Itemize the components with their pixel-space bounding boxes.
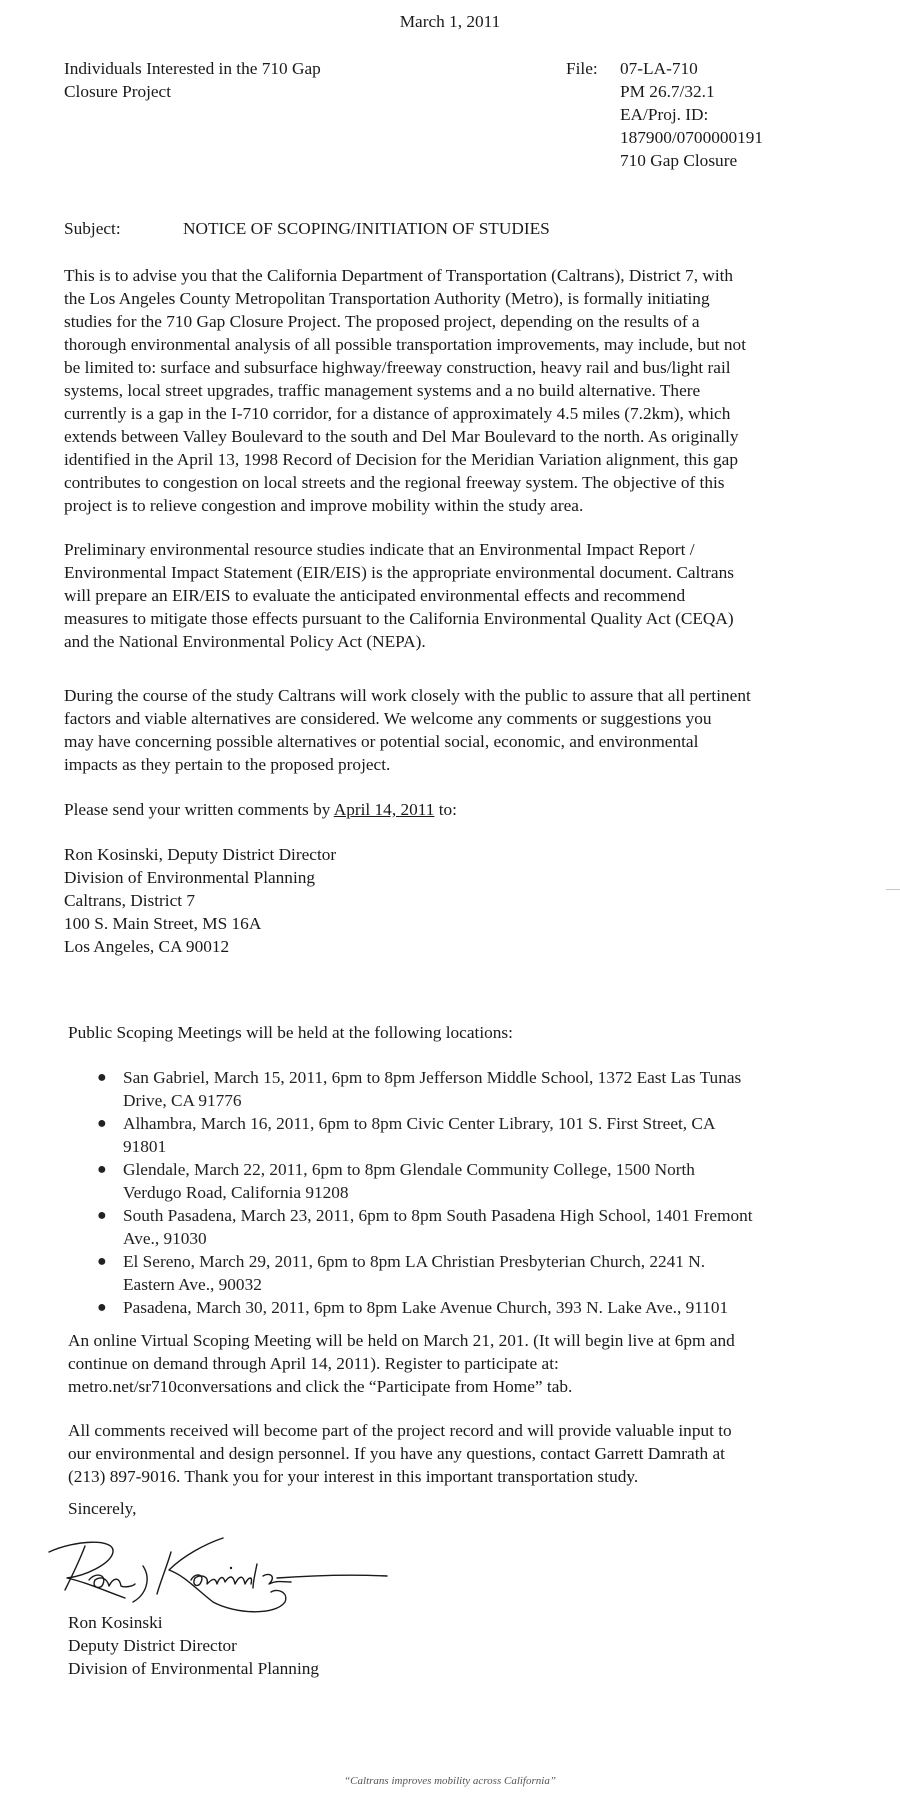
paragraph-virtual-meeting: [68, 1329, 868, 1398]
meeting-line: San Gabriel, March 15, 2011, 6pm to 8pm Jefferson Middle School, 1372 East Las Tunas: [123, 1068, 742, 1087]
recipient-block: [64, 57, 404, 103]
signer-name: Ron Kosinski: [68, 1613, 163, 1632]
text-line: identified in the April 13, 1998 Record of Decision for the Meridian Variation alignment, this gap: [64, 450, 738, 469]
letter-date: March 1, 2011: [399, 12, 501, 31]
text-line: factors and viable alternatives are considered. We welcome any comments or suggestions you: [64, 709, 712, 728]
deadline-suffix: to:: [434, 800, 457, 819]
file-reference-block: [620, 57, 763, 172]
bullet-icon: ●: [97, 1207, 107, 1224]
text-line: Preliminary environmental resource studies indicate that an Environmental Impact Report /: [64, 540, 695, 559]
meeting-line: Alhambra, March 16, 2011, 6pm to 8pm Civic Center Library, 101 S. First Street, CA: [123, 1114, 716, 1133]
project-name: 710 Gap Closure: [620, 151, 738, 170]
address-line: Los Angeles, CA 90012: [64, 937, 230, 956]
text-line: currently is a gap in the I-710 corridor, for a distance of approximately 4.5 miles (7.2km), which: [64, 404, 731, 423]
text-line: thorough environmental analysis of all possible transportation improvements, may include, but not: [64, 335, 747, 354]
text-line: our environmental and design personnel. If you have any questions, contact Garrett Damrath at: [68, 1444, 725, 1463]
file-label: File:: [566, 59, 598, 78]
text-line: will prepare an EIR/EIS to evaluate the anticipated environmental effects and recommend: [64, 586, 686, 605]
bullet-icon: ●: [97, 1069, 107, 1086]
list-item: [68, 1250, 753, 1296]
text-line: An online Virtual Scoping Meeting will be held on March 21, 201. (It will begin live at 6pm and: [68, 1331, 735, 1350]
text-line: metro.net/sr710conversations and click the “Participate from Home” tab.: [68, 1377, 573, 1396]
project-id: 187900/0700000191: [620, 128, 764, 147]
address-line: Ron Kosinski, Deputy District Director: [64, 845, 337, 864]
meeting-line: South Pasadena, March 23, 2011, 6pm to 8pm South Pasadena High School, 1401 Fremont: [123, 1206, 753, 1225]
text-line: be limited to: surface and subsurface highway/freeway construction, heavy rail and bus/light rail: [64, 358, 731, 377]
text-line: Environmental Impact Statement (EIR/EIS) is the appropriate environmental document. Caltrans: [64, 563, 734, 582]
file-number: 07-LA-710: [620, 59, 698, 78]
signature-dot: [230, 1567, 232, 1569]
subject-label: Subject:: [64, 219, 121, 238]
text-line: (213) 897-9016. Thank you for your interest in this important transportation study.: [68, 1467, 639, 1486]
text-line: may have concerning possible alternatives or potential social, economic, and environmental: [64, 732, 699, 751]
address-line: 100 S. Main Street, MS 16A: [64, 914, 262, 933]
text-line: and the National Environmental Policy Act (NEPA).: [64, 632, 426, 651]
signer-title: Deputy District Director: [68, 1636, 237, 1655]
meeting-line: Ave., 91030: [123, 1229, 207, 1248]
footer-motto: “Caltrans improves mobility across California”: [344, 1775, 556, 1787]
text-line: All comments received will become part of the project record and will provide valuable input to: [68, 1421, 732, 1440]
paragraph-environmental-studies: [64, 538, 864, 653]
address-line: Caltrans, District 7: [64, 891, 196, 910]
text-line: the Los Angeles County Metropolitan Transportation Authority (Metro), is formally initiating: [64, 289, 710, 308]
signer-division: Division of Environmental Planning: [68, 1659, 320, 1678]
subject-text: NOTICE OF SCOPING/INITIATION OF STUDIES: [183, 219, 550, 238]
text-line: [64, 798, 864, 821]
scan-artifact: [886, 889, 900, 890]
paragraph-public-involvement: [64, 684, 864, 776]
meeting-line: Pasadena, March 30, 2011, 6pm to 8pm Lake Avenue Church, 393 N. Lake Ave., 91101: [123, 1298, 729, 1317]
list-item: [68, 1066, 753, 1112]
list-item: [68, 1158, 753, 1204]
meeting-line: El Sereno, March 29, 2011, 6pm to 8pm LA Christian Presbyterian Church, 2241 N.: [123, 1252, 706, 1271]
text-line: studies for the 710 Gap Closure Project. The proposed project, depending on the results of a: [64, 312, 700, 331]
paragraph-comment-deadline: [64, 798, 864, 821]
meeting-line: Eastern Ave., 90032: [123, 1275, 262, 1294]
list-item: [68, 1112, 753, 1158]
recipient-line: Individuals Interested in the 710 Gap: [64, 59, 321, 78]
meeting-line: Drive, CA 91776: [123, 1091, 242, 1110]
text-line: This is to advise you that the California Department of Transportation (Caltrans), District 7, with: [64, 266, 734, 285]
meeting-line: Verdugo Road, California 91208: [123, 1183, 349, 1202]
meetings-list: [68, 1066, 753, 1319]
text-line: impacts as they pertain to the proposed project.: [64, 755, 391, 774]
meeting-line: 91801: [123, 1137, 167, 1156]
recipient-line: Closure Project: [64, 82, 172, 101]
text-line: extends between Valley Boulevard to the south and Del Mar Boulevard to the north. As originally: [64, 427, 739, 446]
comment-deadline: April 14, 2011: [333, 800, 435, 819]
bullet-icon: ●: [97, 1161, 107, 1178]
paragraph-closing: [68, 1419, 868, 1488]
meeting-line: Glendale, March 22, 2011, 6pm to 8pm Glendale Community College, 1500 North: [123, 1160, 695, 1179]
signature-image: [45, 1532, 390, 1622]
address-line: Division of Environmental Planning: [64, 868, 316, 887]
project-id-label: EA/Proj. ID:: [620, 105, 709, 124]
text-line: systems, local street upgrades, traffic management systems and a no build alternative. There: [64, 381, 701, 400]
post-mile: PM 26.7/32.1: [620, 82, 715, 101]
text-line: contributes to congestion on local streets and the regional freeway system. The objective of this: [64, 473, 725, 492]
list-item: [68, 1296, 753, 1319]
bullet-icon: ●: [97, 1115, 107, 1132]
text-line: continue on demand through April 14, 2011). Register to participate at:: [68, 1354, 559, 1373]
text-line: measures to mitigate those effects pursuant to the California Environmental Quality Act (CEQA): [64, 609, 734, 628]
signer-block: [68, 1611, 319, 1680]
bullet-icon: ●: [97, 1253, 107, 1270]
text-line: project is to relieve congestion and improve mobility within the study area.: [64, 496, 584, 515]
text-line: During the course of the study Caltrans will work closely with the public to assure that all pertinent: [64, 686, 751, 705]
mailing-address: [64, 843, 336, 958]
closing-salutation: Sincerely,: [68, 1499, 137, 1518]
paragraph-project-intro: [64, 264, 864, 517]
meetings-intro: Public Scoping Meetings will be held at the following locations:: [68, 1023, 513, 1042]
bullet-icon: ●: [97, 1299, 107, 1316]
deadline-prefix: Please send your written comments by: [64, 800, 334, 819]
list-item: [68, 1204, 753, 1250]
